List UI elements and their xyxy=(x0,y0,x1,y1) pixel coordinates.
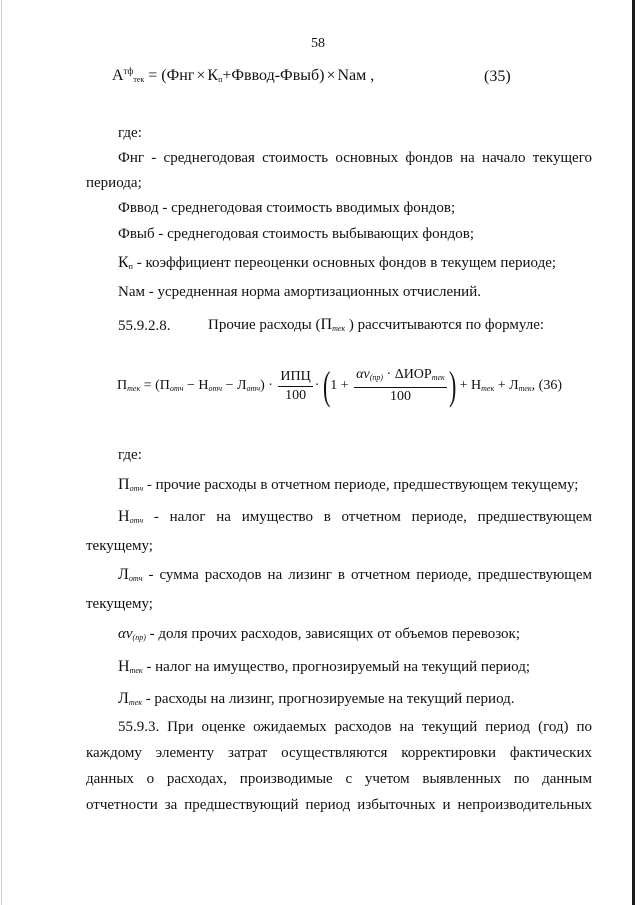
def-p-otch: Потч - прочие расходы в отчетном периоде, предшествующем текущему; xyxy=(118,476,579,493)
def-n-otch-line1: Нотч - налог на имущество в отчетном периоде, предшествующем xyxy=(118,508,593,525)
page-number: 58 xyxy=(311,36,325,51)
def-l-otch-line1: Лотч - сумма расходов на лизинг в отчетном периоде, предшествующем xyxy=(118,566,592,583)
formula-35-lhs: $А^{тф}тек$ xyxy=(112,66,145,84)
def-alpha: αv(пр) - доля прочих расходов, зависящих от объемов перевозок; xyxy=(118,626,521,642)
page-edge-left xyxy=(1,0,2,905)
def-nam: Nам - усредненная норма амортизационных отчислений. xyxy=(118,284,481,300)
def-fng-line1: Фнг - среднегодовая стоимость основных фондов на начало текущего xyxy=(118,150,592,166)
clause-5593-line1: 55.9.3. При оценке ожидаемых расходов на текущий период (год) по xyxy=(118,719,592,735)
where-label-1: где: xyxy=(118,125,142,141)
page-edge-right xyxy=(632,0,635,905)
formula-36: Птек = (Потч − Нотч − Лотч) · $\frac{\text{ИПЦ}}{100}$ · (1 + $\frac{\text{αv(пр) · ΔИОРтек}}{100}$ ) + Нтек + Лтек, (36) xyxy=(117,363,562,408)
def-fvyb: Фвыб - среднегодовая стоимость выбывающих фондов; xyxy=(118,226,475,242)
clause-55928-number: 55.9.2.8. xyxy=(118,318,171,334)
def-n-tek: Нтек - налог на имущество, прогнозируемый на текущий период; xyxy=(118,658,530,675)
formula-36-alpha-fraction: $\frac{\text{αv(пр) · ΔИОРтек}}{100}$ xyxy=(356,367,445,404)
clause-5593-line2: каждому элементу затрат осуществляются корректировки фактических xyxy=(86,745,592,761)
where-label-2: где: xyxy=(118,447,142,463)
formula-35-number: (35) xyxy=(484,68,511,85)
def-n-otch-line2: текущему; xyxy=(86,538,153,554)
formula-36-ipc-fraction: $\frac{\text{ИПЦ}}{100}$ xyxy=(280,368,311,403)
clause-5593-line3: данных о расходах, производимые с учетом выявленных по данным xyxy=(86,771,592,787)
def-l-otch-line2: текущему; xyxy=(86,596,153,612)
def-fng-line2: периода; xyxy=(86,175,142,191)
def-kp: Кп - коэффициент переоценки основных фондов в текущем периоде; xyxy=(118,254,557,271)
clause-55928-text: Прочие расходы (Птек ) рассчитываются по формуле: xyxy=(208,316,545,333)
formula-35: $А^{тф}тек = (Фнг$ × Кп+Фввод-Фвыб) × Nам , xyxy=(112,66,375,84)
def-l-tek: Лтек - расходы на лизинг, прогнозируемые на текущий период. xyxy=(118,690,515,707)
def-fvvod: Фввод - среднегодовая стоимость вводимых фондов; xyxy=(118,200,456,216)
clause-5593-line4: отчетности за предшествующий период избыточных и непроизводительных xyxy=(86,797,592,813)
